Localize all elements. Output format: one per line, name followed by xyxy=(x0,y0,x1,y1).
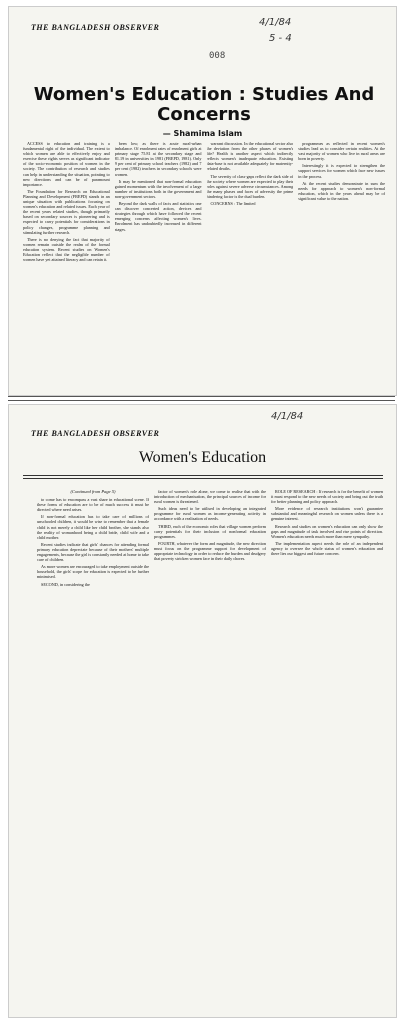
paragraph: ROLE OF RESEARCH : If research is for the benefit of women it must respond to the new needs of society and bring out the truth for better planning and policy approach. xyxy=(271,489,383,505)
paragraph: CONCERNS : The limited xyxy=(210,201,256,207)
handwritten-date: 4/1/84 xyxy=(259,17,292,28)
masthead: THE BANGLADESH OBSERVER xyxy=(31,429,160,438)
paragraph: Research and studies on women's education can only show the gaps and magnitude of task involved and rise points of direction. Women's education needs much more than mere sympathy. xyxy=(271,523,383,539)
paragraph: Interestingly it is expected to strengthen the support services for women which face new issues in the process. xyxy=(298,163,385,179)
paragraph: to come has to encompass a vast share in educational scene. If these forms of education are to be of much success it must be directed where need arises. xyxy=(37,497,149,513)
article-title: Women's Education xyxy=(138,449,267,466)
paragraph: Such ideas need to be utilised in developing an integrated programme for rural women as income-generating activity in accordance with a realisation of needs. xyxy=(154,506,266,522)
paragraph: There is no denying the fact that majority of women remain outside the realm of the formal education system. Recent studies on Women's Education reflect that the negligible number of women have yet attained literacy and can retain it. xyxy=(23,236,110,263)
column-2 xyxy=(154,489,266,1009)
title-rule xyxy=(23,475,383,476)
paragraph: programmes as reflected in recent women's studies lead us to consider certain realities. At the vast majority of women who live in rural areas are born in poverty. xyxy=(298,141,385,162)
article-clipping-top xyxy=(8,6,397,396)
byline: — Shamima Islam xyxy=(162,129,243,138)
paragraph: Beyond the dark walls of facts and statistics one can discover concerted action, devices and strategies through which have followed the recent emerging concerns affecting women's lives. Enrolment has undoubtedly increased in different stages. xyxy=(114,201,202,232)
paragraph: The severity of class-gaps reflect the dark side of the society where women are expected to play their roles against severe adverse circumstances. Among the many phases and faces of adversity the prime hindering factor is the dual burden. xyxy=(206,173,294,199)
paragraph: been low; as there is acute rural-urban imbalance. Of enrolment rates of enrolment girls at primary stage 75.81 at the secondary stage and 81.19 in universities in 1981 (FREPD, 1981). Only 9 per cent of primary school teachers (1982) and 7 per cent (1982) teachers in secondary schools were women. xyxy=(114,141,202,177)
column-1 xyxy=(37,489,149,1009)
article-body xyxy=(37,489,383,1009)
paragraph: If non-formal education has to take care of millions of unschooled children, it would be wise to remember that a female child is not merely a child like her child brother, she stands also the reality of womanhood being a child bride, child wife and a child mother. xyxy=(37,514,149,540)
column-1 xyxy=(23,141,110,391)
column-2 xyxy=(115,141,202,391)
column-3 xyxy=(271,489,383,1009)
paragraph: ACCESS to education and training is a fundamental right of the individual. The extent to which women are able to effectively enjoy and exercise these rights serves as significant indicator of the socio-economic position of women in the society. The contribution of research and studies can help in understanding the situation, pointing to new directions and can be of paramount importance. xyxy=(23,141,110,187)
article-title: Women's Education : Studies And Concerns xyxy=(33,84,375,125)
article-clipping-bottom xyxy=(8,404,397,1018)
paragraph: SECOND, in considering the xyxy=(41,581,90,587)
paragraph: At the recent studies demonstrate in sum the needs for approach to women's non-formal education, which in the years ahead may be of significant value to the nation. xyxy=(298,180,385,201)
handwritten-page: 5 - 4 xyxy=(269,33,292,44)
column-4 xyxy=(298,141,385,391)
continued-note: (Continued from Page 5) xyxy=(70,489,116,494)
paragraph: FOURTH, whatever the form and magnitude, the new direction must focus on the programme support for development of appropriate technology in order to reduce the burden and drudgery that poverty stricken women face in their daily chores. xyxy=(154,540,266,562)
paragraph: It may be mentioned that non-formal education gained momentum with the involvement of a large number of institutions both in the government and non-government sectors. xyxy=(114,178,202,199)
paragraph: More evidence of research institutions won't guarantee substantial and meaningful research on women unless there is a genuine interest. xyxy=(271,506,383,522)
masthead: THE BANGLADESH OBSERVER xyxy=(31,23,160,32)
column-3 xyxy=(207,141,294,391)
handwritten-date: 4/1/84 xyxy=(271,411,304,422)
title-rule xyxy=(23,478,383,479)
article-body xyxy=(23,141,385,391)
paragraph: Recent studies indicate that girls' chances for attending formal primary education depreciate because of their mothers' multiple engagements, because the girl is constantly needed at home to take care of children. xyxy=(37,541,149,563)
clip-divider xyxy=(8,396,395,401)
paragraph: warrant discussion. In the educational sector also the deviation from the other phases of women's life? Health is another aspect which indirectly reflects women's inadequate education. Existing data-base is not available adequately for maternity-related deaths. xyxy=(206,141,294,172)
paragraph: THIRD, each of the economic roles that village women perform carry potentials for their inclusion of nonformal education programmes. xyxy=(154,523,266,539)
paragraph: factor of women's role alone, we come to realise that with the introduction of mechanisation, the principal sources of income for rural women is threatened. xyxy=(154,489,266,505)
paragraph: The Foundation for Research on Educational Planning and Development (FREPD) stands in an unique situation with publications focusing on women's education and related issues. Each year of the recent years related studies, though primarily based on secondary sources is pioneering and is expected to carry potentials for considerations in policy changes, programme planning and stimulating further research. xyxy=(23,188,110,235)
paragraph: The implementation aspect needs the role of an independent agency to oversee the whole status of women's education and there lies our biggest and future concern. xyxy=(271,540,383,557)
paragraph: As more women are encouraged to take employment outside the household, the girls' scope for education is expected to be further minimised. xyxy=(37,564,149,580)
page-number: 008 xyxy=(209,51,226,61)
